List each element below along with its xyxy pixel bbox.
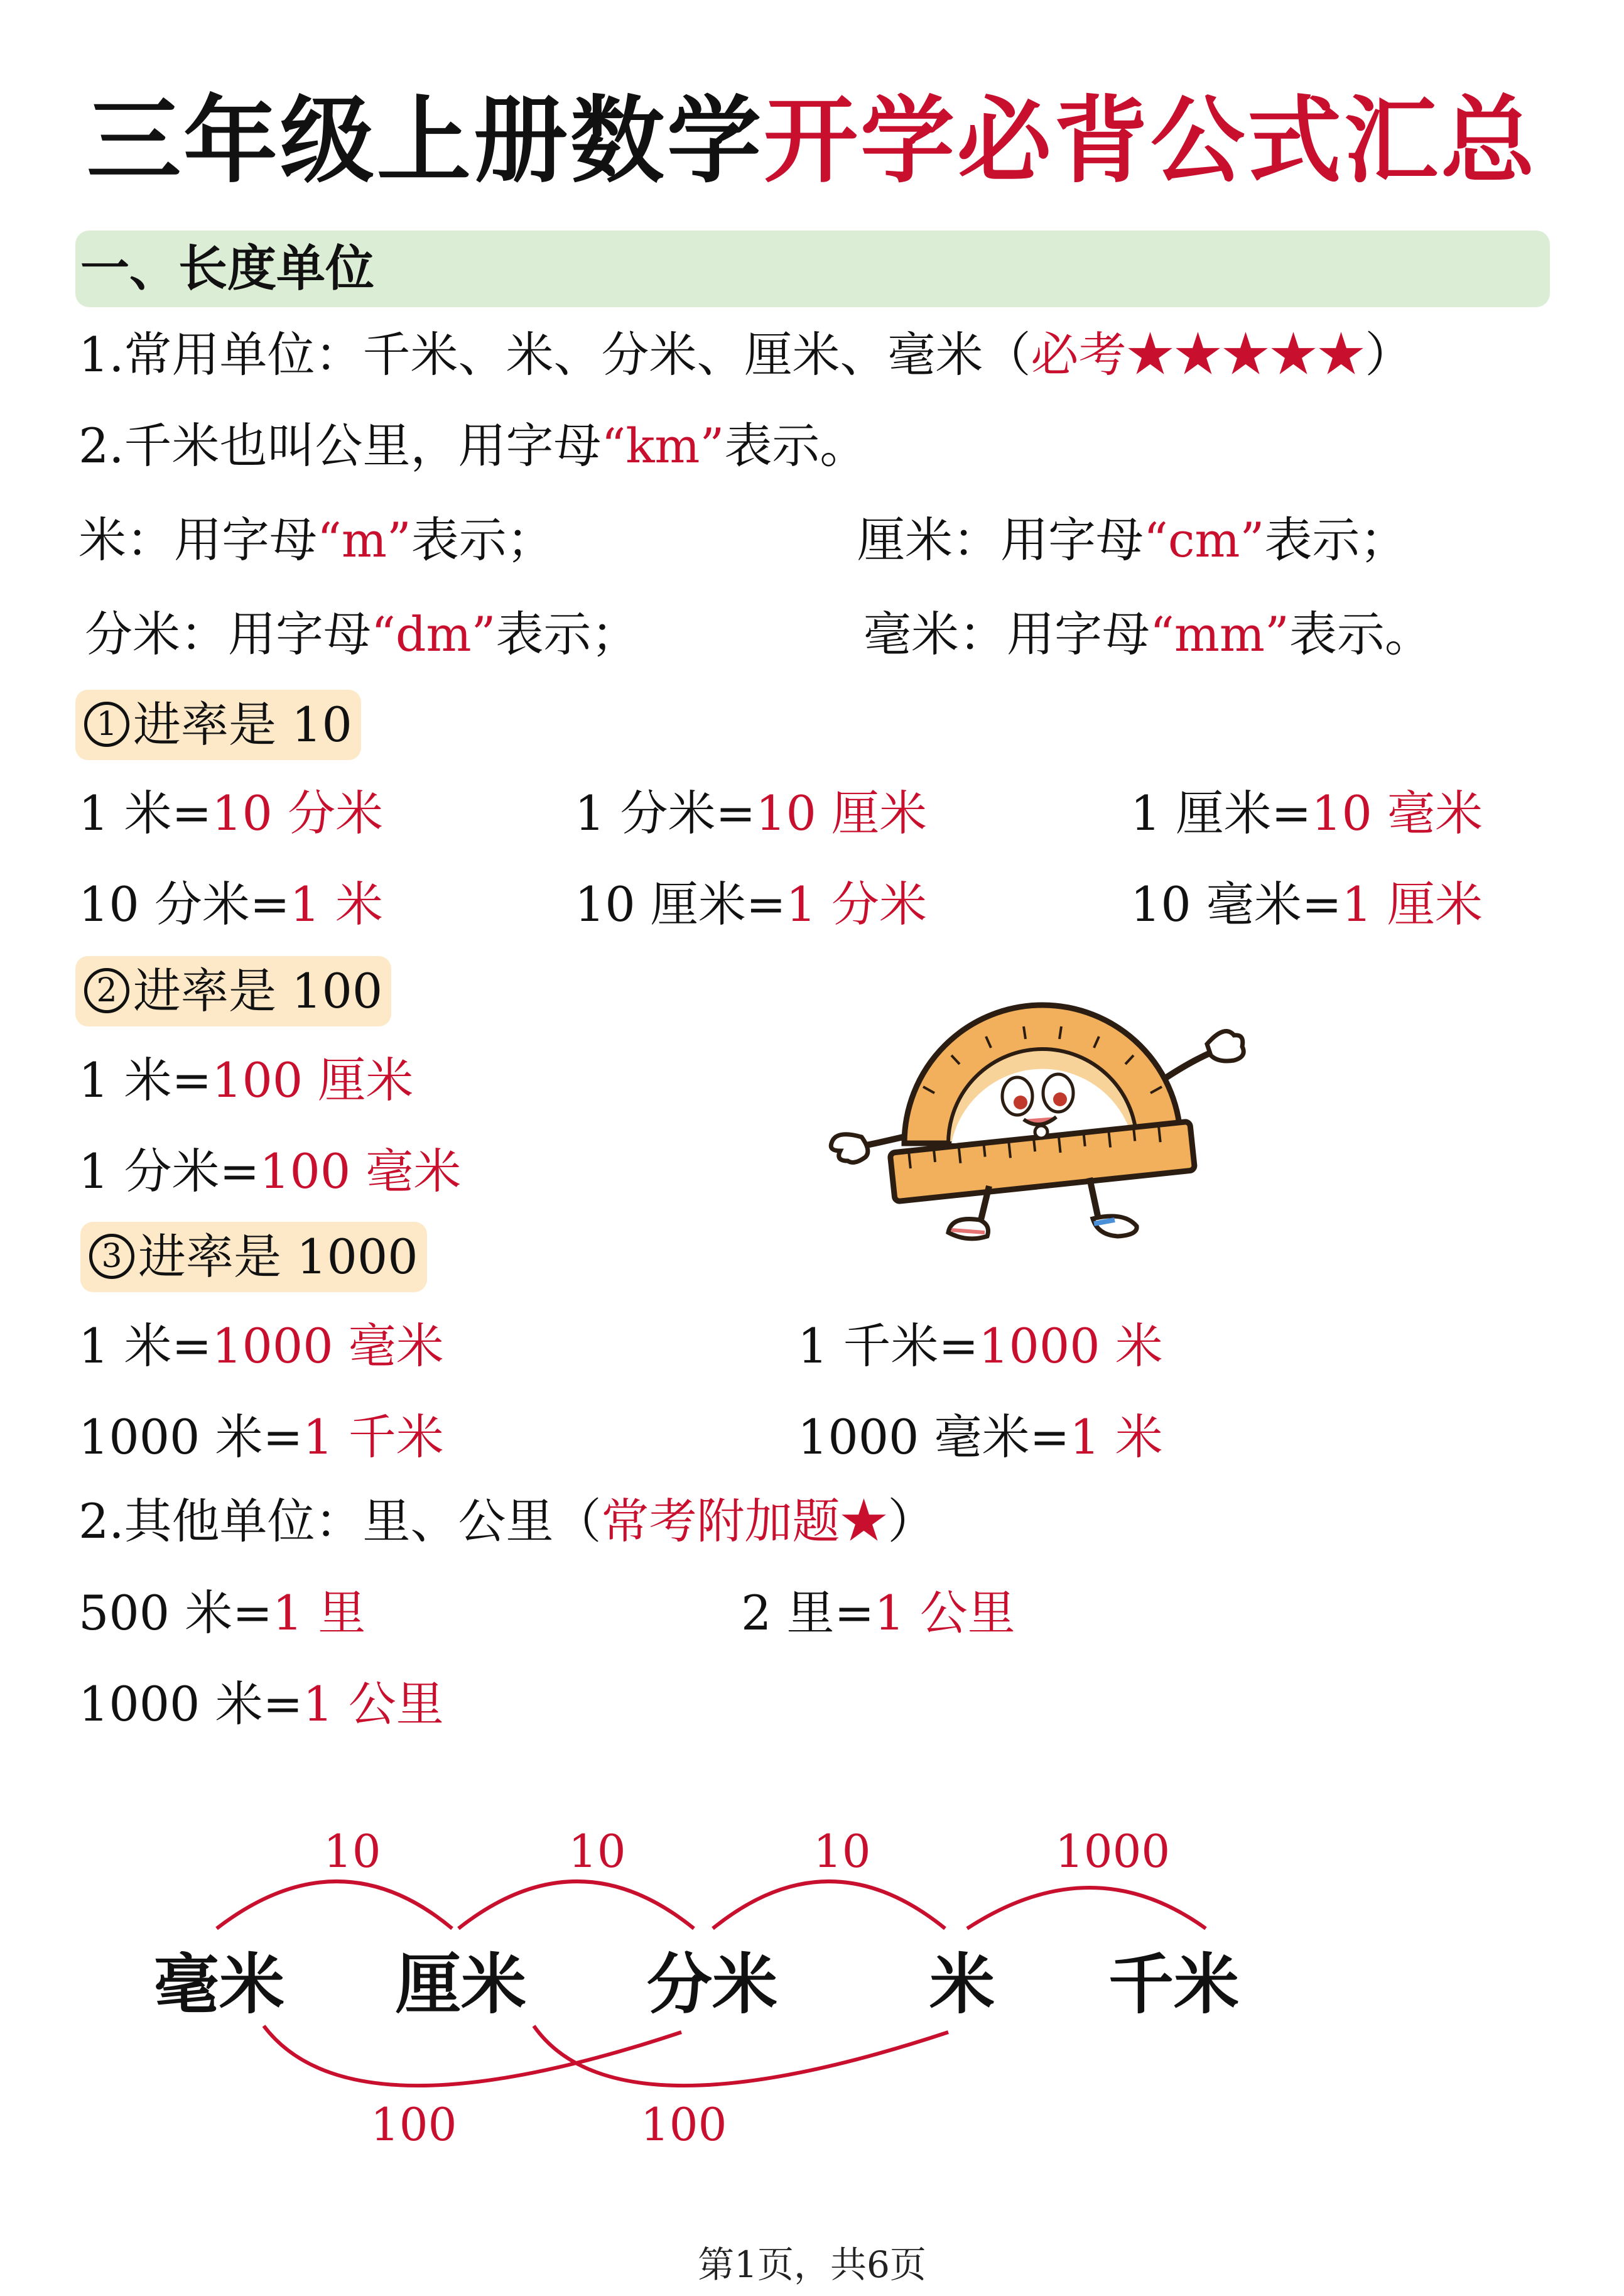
- equation: [741, 1582, 1015, 1645]
- equation-left: 10 分米=: [78, 876, 290, 932]
- symbol-suffix: 表示；: [1264, 512, 1408, 568]
- arc-cm-m: [534, 2026, 948, 2086]
- equation-right: 1 公里: [874, 1585, 1015, 1641]
- symbol-code: “m”: [317, 512, 411, 568]
- equation-right: 1 公里: [303, 1676, 444, 1732]
- arc-cm-dm: [458, 1881, 694, 1929]
- chain-unit: 厘米: [396, 1946, 527, 2023]
- km-suffix: 表示。: [724, 418, 868, 474]
- equation-right: 10 毫米: [1311, 785, 1483, 841]
- equation-left: 1000 米=: [78, 1409, 303, 1465]
- chain-unit: 千米: [1108, 1946, 1240, 2023]
- equation: [575, 782, 927, 845]
- equation: [798, 1406, 1163, 1469]
- other-units-line: [78, 1490, 936, 1553]
- page-footer: 第1页，共6页: [698, 2243, 926, 2286]
- equation-right: 10 厘米: [755, 785, 928, 841]
- equation-right: 1 分米: [786, 876, 928, 932]
- common-units-line: [78, 324, 1413, 386]
- equation-right: 10 分米: [212, 785, 384, 841]
- equation: [78, 1315, 444, 1378]
- symbol-unit: 分米：用字母: [85, 606, 371, 662]
- equation-right: 100 厘米: [212, 1052, 414, 1108]
- symbol-suffix: 表示。: [1289, 606, 1432, 662]
- chain-unit: 米: [929, 1946, 995, 2023]
- equation-right: 100 毫米: [259, 1143, 462, 1199]
- equation: [78, 1140, 461, 1203]
- arc-dm-m: [713, 1881, 945, 1929]
- symbol-unit: 毫米：用字母: [863, 606, 1150, 662]
- symbol-code: “mm”: [1150, 606, 1289, 662]
- symbol-decimeter: [85, 603, 639, 666]
- equation-left: 10 厘米=: [575, 876, 786, 932]
- often-test-badge: 常考附加题★: [601, 1493, 888, 1549]
- equation: [78, 1049, 413, 1112]
- chain-rate-label: 100: [371, 2098, 457, 2151]
- equation-right: 1000 毫米: [212, 1318, 444, 1374]
- km-prefix: 2.千米也叫公里，用字母: [78, 418, 602, 474]
- equation-left: 1000 毫米=: [798, 1409, 1070, 1465]
- equation-left: 1 厘米=: [1130, 785, 1312, 841]
- rate-label: 进率是 10: [133, 697, 352, 753]
- chain-rate-label: 100: [641, 2098, 727, 2151]
- equation-left: 1000 米=: [78, 1676, 303, 1732]
- page-title: [0, 87, 1624, 196]
- equation: [1130, 873, 1483, 936]
- symbol-suffix: 表示；: [495, 606, 639, 662]
- equation-right: 1 米: [1069, 1409, 1163, 1465]
- equation-left: 1 分米=: [78, 1143, 260, 1199]
- km-code: “km”: [601, 418, 725, 474]
- symbol-code: “dm”: [371, 606, 496, 662]
- symbol-unit: 厘米：用字母: [857, 512, 1144, 568]
- arc-mm-dm: [264, 2026, 681, 2086]
- other-units-prefix: 2.其他单位：里、公里（: [78, 1493, 602, 1549]
- rate-1000-badge: [80, 1222, 427, 1292]
- equation: [575, 873, 927, 936]
- equation: [78, 1673, 444, 1736]
- equation-left: 2 里=: [741, 1585, 875, 1641]
- symbol-centimeter: [857, 509, 1407, 572]
- chain-rate-label: 10: [568, 1825, 626, 1878]
- km-line: [78, 415, 867, 477]
- symbol-code: “cm”: [1144, 512, 1265, 568]
- rate-10-badge: [75, 690, 361, 760]
- title-part-red: 开学必背公式汇总: [764, 87, 1538, 196]
- circle-number: 3: [89, 1234, 134, 1279]
- circle-number: 2: [84, 968, 129, 1013]
- rate-label: 进率是 1000: [138, 1229, 418, 1285]
- equation-left: 1 米=: [78, 1318, 212, 1374]
- must-test-badge: 必考★★★★★: [1031, 327, 1365, 383]
- equation-right: 1000 米: [978, 1318, 1163, 1374]
- equation: [78, 873, 383, 936]
- chain-rate-label: 10: [813, 1825, 871, 1878]
- circle-number: 1: [84, 702, 129, 747]
- symbol-unit: 米：用字母: [78, 512, 317, 568]
- symbol-suffix: 表示；: [411, 512, 555, 568]
- equation-right: 1 千米: [303, 1409, 444, 1465]
- equation-left: 1 米=: [78, 785, 212, 841]
- equation-left: 10 毫米=: [1130, 876, 1342, 932]
- title-part-black: 三年级上册数学: [86, 87, 764, 196]
- rate-100-badge: [75, 956, 391, 1026]
- section-heading: 一、长度单位: [80, 240, 375, 297]
- equation-right: 1 厘米: [1341, 876, 1483, 932]
- equation: [78, 1406, 444, 1469]
- equation-left: 1 米=: [78, 1052, 212, 1108]
- symbol-millimeter: [863, 603, 1432, 666]
- chain-unit: 毫米: [154, 1946, 285, 2023]
- chain-unit: 分米: [647, 1946, 778, 2023]
- equation: [78, 1582, 365, 1645]
- other-units-suffix: ）: [887, 1493, 936, 1549]
- equation-right: 1 米: [290, 876, 384, 932]
- equation: [1130, 782, 1483, 845]
- chain-rate-label: 1000: [1055, 1825, 1171, 1878]
- symbol-meter: [78, 509, 555, 572]
- equation: [798, 1315, 1163, 1378]
- arc-mm-cm: [217, 1881, 452, 1929]
- chain-rate-label: 10: [323, 1825, 381, 1878]
- equation-left: 500 米=: [78, 1585, 273, 1641]
- common-units-suffix: ）: [1365, 327, 1413, 383]
- equation-right: 1 里: [272, 1585, 366, 1641]
- equation-left: 1 千米=: [798, 1318, 979, 1374]
- common-units-prefix: 1.常用单位：千米、米、分米、厘米、毫米（: [78, 327, 1031, 383]
- arc-m-km: [967, 1888, 1206, 1929]
- equation-left: 1 分米=: [575, 785, 756, 841]
- equation: [78, 782, 383, 845]
- rate-label: 进率是 100: [133, 963, 383, 1019]
- protractor-mascot-illustration: [823, 986, 1262, 1263]
